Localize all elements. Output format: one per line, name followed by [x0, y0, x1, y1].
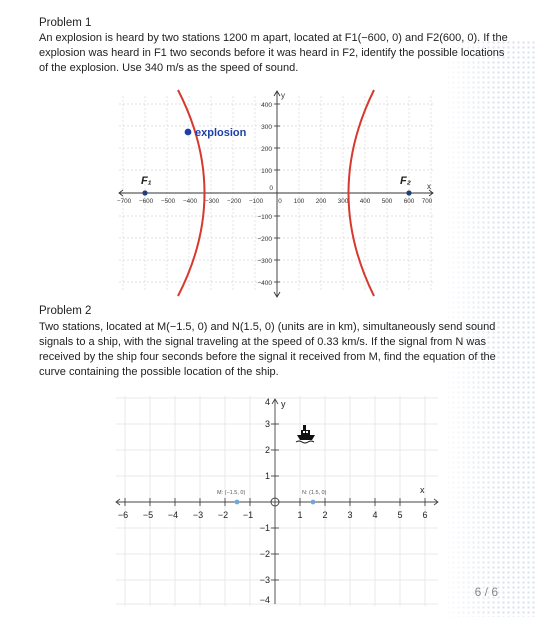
station-n-point	[311, 500, 316, 505]
page-number: 6 / 6	[474, 585, 498, 599]
x-axis-label: x	[427, 182, 431, 191]
y-axis-label: y	[281, 91, 285, 100]
y-tick-label: −1	[259, 523, 270, 533]
x-tick-label: −600	[138, 198, 154, 205]
x-tick-label: 300	[337, 198, 349, 205]
y-tick-label: −300	[257, 258, 272, 265]
y-tick-label: 3	[264, 419, 270, 429]
x-tick-label: −3	[192, 510, 204, 520]
x-tick-label: 500	[381, 198, 393, 205]
x-tick-label: 600	[403, 198, 415, 205]
station-m-point	[235, 500, 240, 505]
focus-f2-point	[406, 190, 411, 195]
y-tick-label: 2	[264, 445, 270, 455]
x-tick-label: 4	[372, 510, 378, 520]
station-m-label: M: (−1.5, 0)	[217, 490, 246, 496]
problem-2-graph	[112, 396, 442, 606]
ship-icon	[296, 425, 315, 443]
y-tick-label: −100	[257, 214, 272, 221]
y-tick-label: 200	[261, 146, 272, 153]
y-tick-label: −4	[259, 595, 270, 605]
problem-1-graph	[115, 88, 437, 298]
x-tick-label: −400	[182, 198, 198, 205]
y-tick-label: 100	[261, 168, 272, 175]
y-tick-label: 0	[269, 185, 273, 192]
x-tick-label: 0	[278, 198, 282, 205]
y-tick-label: −400	[257, 280, 272, 287]
x-tick-label: 700	[421, 198, 433, 205]
x-tick-label: −2	[217, 510, 229, 520]
y-tick-label: 4	[264, 397, 270, 407]
y-tick-label: −2	[259, 549, 270, 559]
x-tick-label: 100	[293, 198, 305, 205]
y-tick-label: −200	[257, 236, 272, 243]
station-n-label: N: (1.5, 0)	[302, 490, 327, 496]
problem-2-text: Two stations, located at M(−1.5, 0) and N(1.5, 0) (units are in km), simultaneously send sound signals to a ship, with the signal traveling at the speed of 0.33 km/s. If the signal from N was received by the ship four seconds before the signal it received from M, find the equation of the curve containing the possible location of the ship.	[39, 321, 496, 378]
x-tick-label: 1	[297, 510, 303, 520]
explosion-label: explosion	[195, 127, 247, 139]
focus-f2-label: F₂	[400, 175, 411, 187]
x-tick-label: −5	[142, 510, 154, 520]
x-tick-label: 400	[359, 198, 371, 205]
focus-f1-label: F₁	[141, 175, 152, 187]
x-tick-label: 3	[347, 510, 353, 520]
problem-1-text: An explosion is heard by two stations 1200 m apart, located at F1(−600, 0) and F2(600, 0). If the explosion was heard in F1 two seconds before it was heard in F2, identify the possible locations of the explosion. Use 340 m/s as the speed of sound.	[39, 32, 508, 74]
problem-1-title: Problem 1	[39, 17, 92, 29]
y-axis-label: y	[281, 399, 286, 409]
x-tick-label: −100	[248, 198, 264, 205]
x-tick-label: −6	[117, 510, 129, 520]
x-tick-label: −1	[242, 510, 254, 520]
x-tick-label: 2	[322, 510, 328, 520]
x-tick-label: 6	[422, 510, 428, 520]
x-tick-label: 5	[397, 510, 403, 520]
y-tick-label: 300	[261, 124, 272, 131]
y-tick-label: 400	[261, 102, 272, 109]
x-tick-label: −300	[204, 198, 220, 205]
x-tick-label: −200	[226, 198, 242, 205]
y-tick-label: −3	[259, 575, 270, 585]
x-tick-label: −4	[167, 510, 179, 520]
x-tick-label: −700	[116, 198, 132, 205]
x-axis-label: x	[420, 485, 425, 495]
focus-f1-point	[142, 190, 147, 195]
problem-2-title: Problem 2	[39, 305, 92, 317]
x-tick-label: 200	[315, 198, 327, 205]
explosion-point	[185, 129, 192, 136]
y-tick-label: 1	[264, 471, 270, 481]
x-tick-label: −500	[160, 198, 176, 205]
